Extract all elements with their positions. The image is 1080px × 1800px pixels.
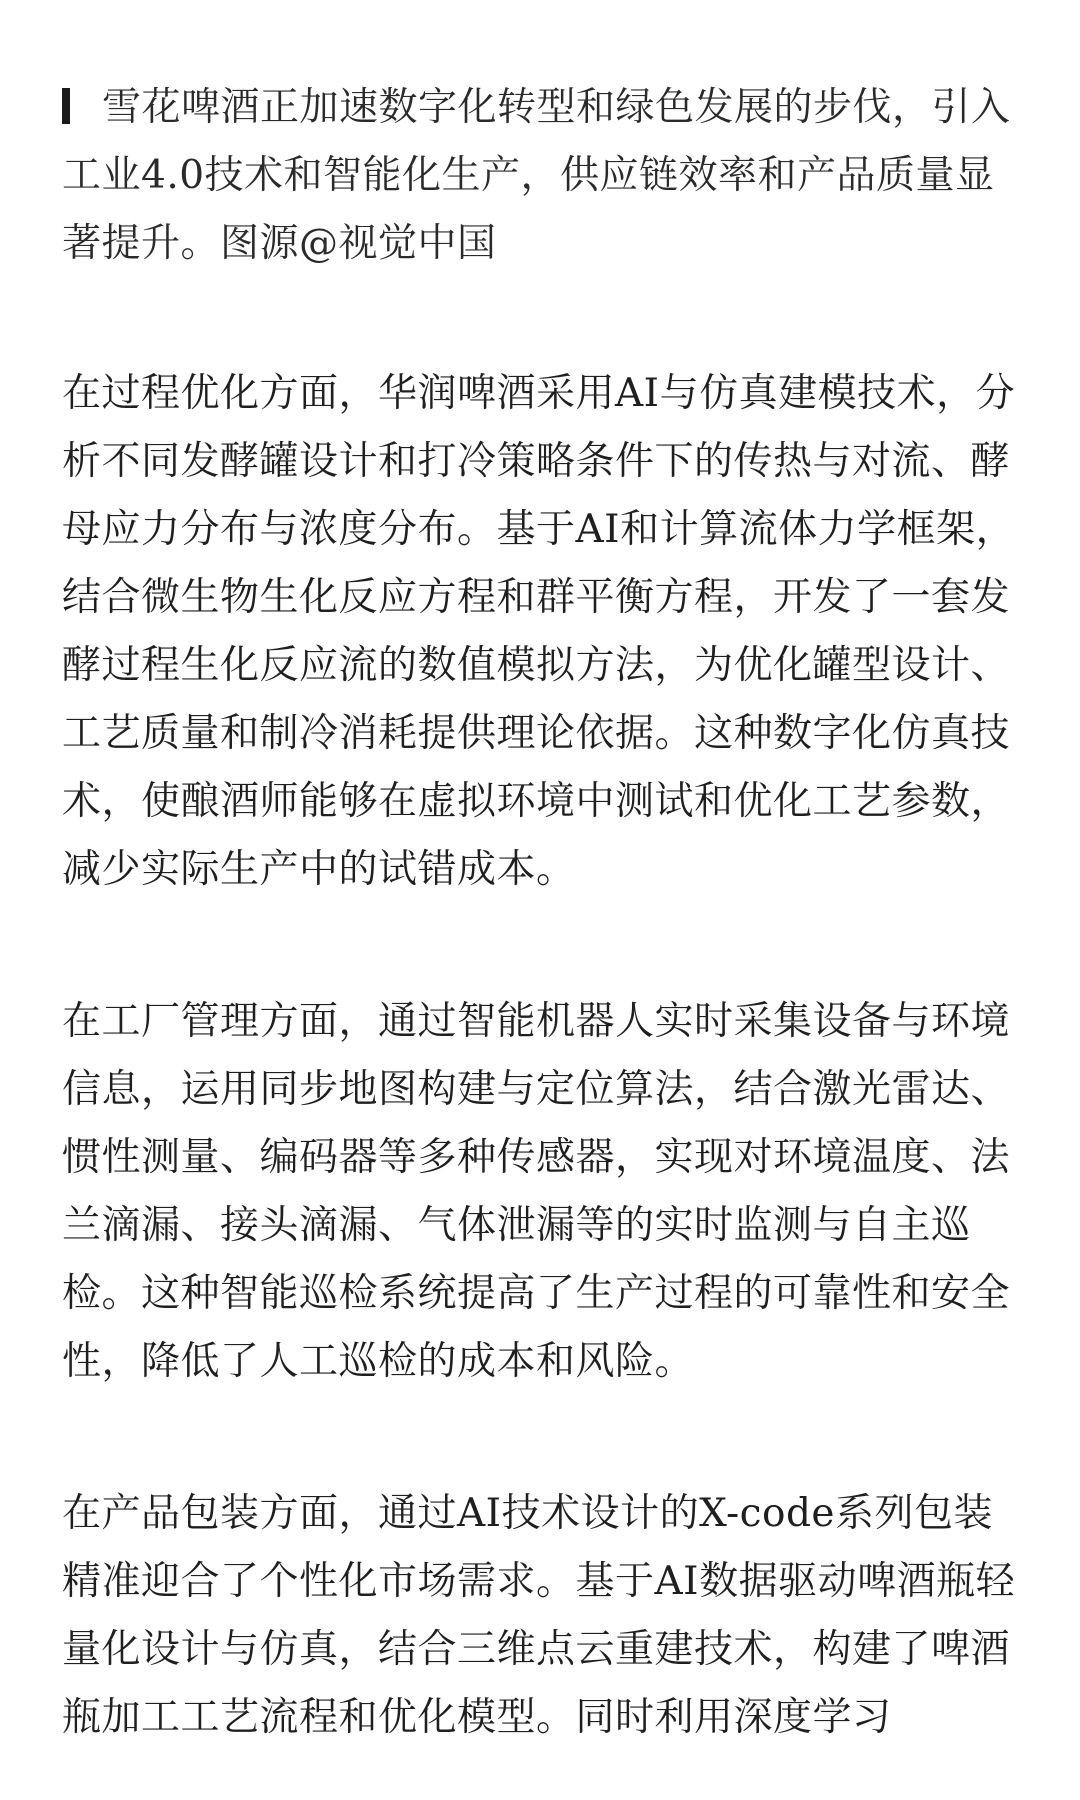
caption-marker: [62, 88, 70, 124]
paragraph-factory-management: 在工厂管理方面，通过智能机器人实时采集设备与环境信息，运用同步地图构建与定位算法，结合激光雷达、惯性测量、编码器等多种传感器，实现对环境温度、法兰滴漏、接头滴漏、气体泄漏等的实时监测与自主巡检。这种智能巡检系统提高了生产过程的可靠性和安全性，降低了人工巡检的成本和风险。: [62, 999, 1011, 1384]
paragraph-process-optimization: 在过程优化方面，华润啤酒采用AI与仿真建模技术，分析不同发酵罐设计和打冷策略条件下的传热与对流、酵母应力分布与浓度分布。基于AI和计算流体力学框架，结合微生物生化反应方程和群平衡方程，开发了一套发酵过程生化反应流的数值模拟方法，为优化罐型设计、工艺质量和制冷消耗提供理论依据。这种数字化仿真技术，使酿酒师能够在虚拟环境中测试和优化工艺参数，减少实际生产中的试错成本。: [62, 371, 1016, 892]
image-caption: [62, 74, 1020, 278]
image-caption-text: 雪花啤酒正加速数字化转型和绿色发展的步伐，引入工业4.0技术和智能化生产，供应链效率和产品质量显著提升。图源@视觉中国: [62, 85, 1011, 266]
paragraph-product-packaging: 在产品包装方面，通过AI技术设计的X-code系列包装精准迎合了个性化市场需求。基于AI数据驱动啤酒瓶轻量化设计与仿真，结合三维点云重建技术，构建了啤酒瓶加工工艺流程和优化模型。同时利用深度学习: [62, 1491, 1016, 1740]
